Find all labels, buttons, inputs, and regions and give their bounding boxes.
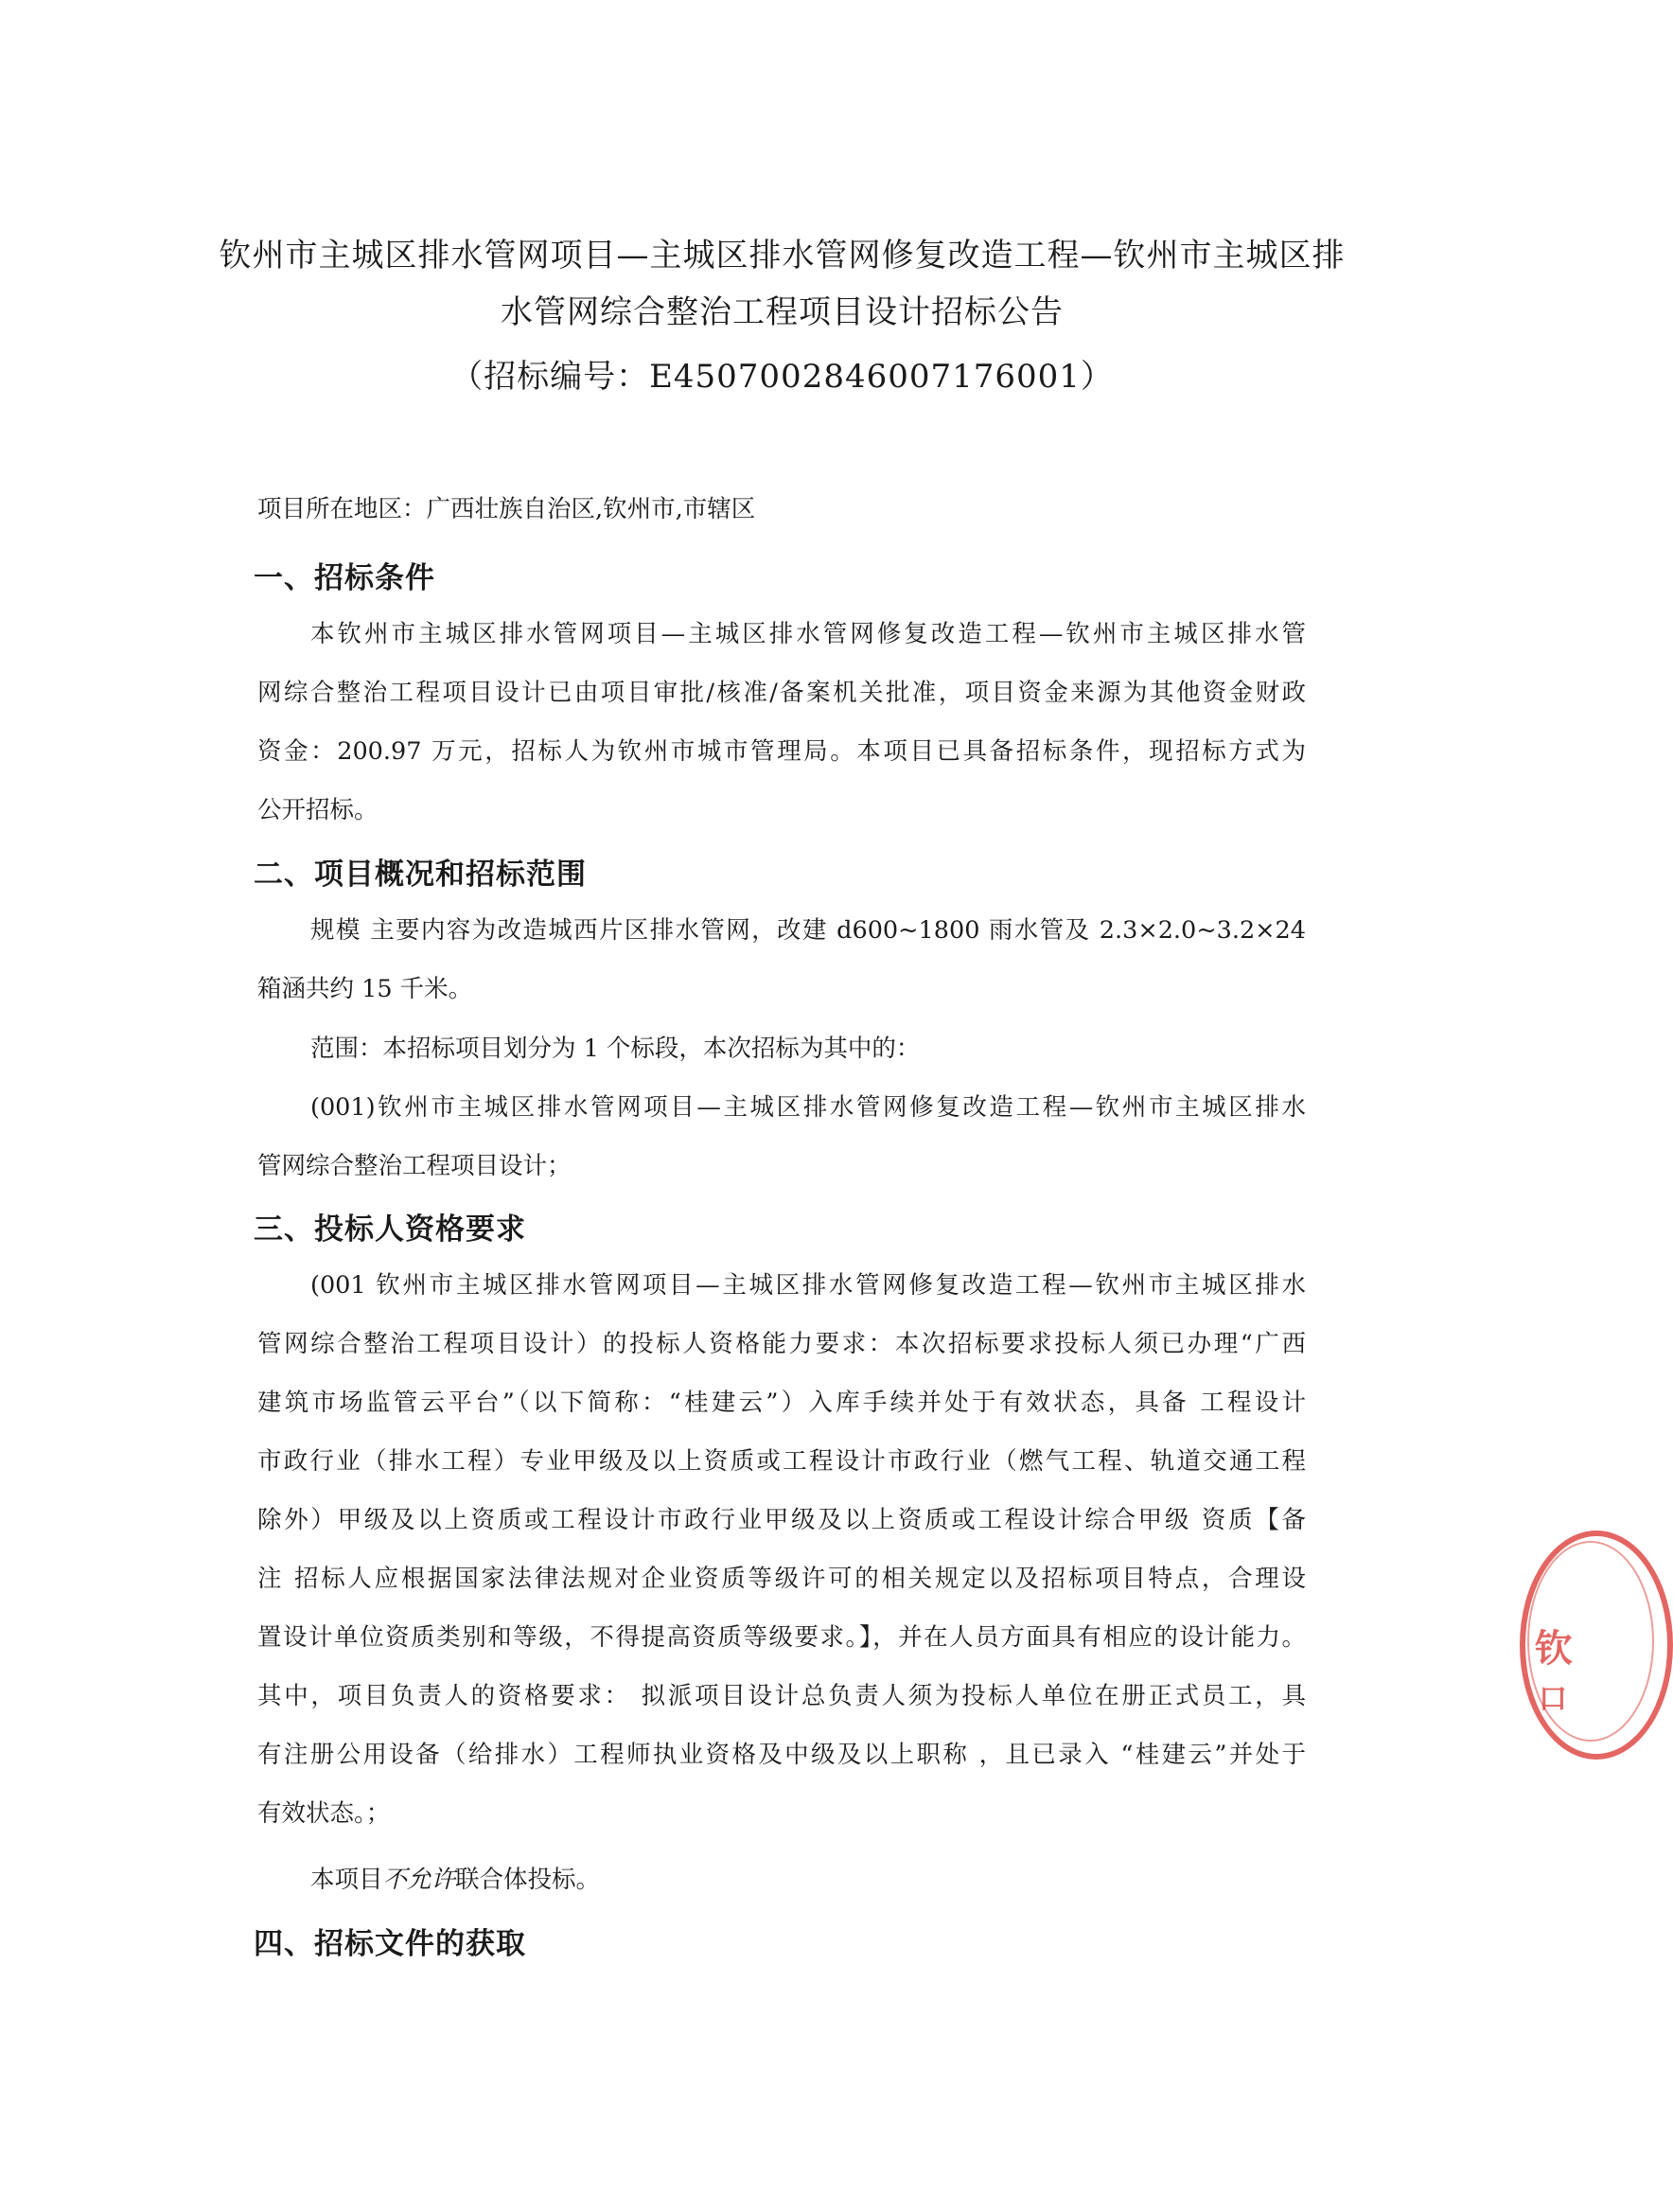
title-line-2: 水管网综合整治工程项目设计招标公告 (501, 293, 1064, 331)
s3-line-6: 注 招标人应根据国家法律法规对企业资质等级许可的相关规定以及招标项目特点，合理设 (257, 1565, 1306, 1593)
s3-line-2: 管网综合整治工程项目设计）的投标人资格能力要求：本次招标要求投标人须已办理“广西 (257, 1330, 1306, 1358)
section-heading-2: 二、项目概况和招标范围 (254, 858, 587, 892)
s3-line-5: 除外）甲级及以上资质或工程设计市政行业甲级及以上资质或工程设计综合甲级 资质【备 (257, 1506, 1306, 1534)
section-heading-3: 三、投标人资格要求 (254, 1212, 526, 1247)
s3-line-4: 市政行业（排水工程）专业甲级及以上资质或工程设计市政行业（燃气工程、轨道交通工程 (257, 1447, 1306, 1476)
consortium-suffix: 联合体投标。 (455, 1866, 601, 1894)
s3-line-7: 置设计单位资质类别和等级，不得提高资质等级要求。】，并在人员方面具有相应的设计能力。 (257, 1623, 1306, 1652)
consortium-not-allowed: 不允许 (382, 1866, 456, 1894)
s1-line-2: 网综合整治工程项目设计已由项目审批/核准/备案机关批准，项目资金来源为其他资金财政 (257, 679, 1306, 707)
tender-number: （招标编号：E4507002846007176001） (450, 358, 1114, 396)
s3-line-3: 建筑市场监管云平台”（以下简称：“桂建云”）入库手续并处于有效状态，具备 工程设计 (257, 1389, 1306, 1417)
section-heading-4: 四、招标文件的获取 (254, 1927, 526, 1961)
s3-line-9: 有注册公用设备（给排水）工程师执业资格及中级及以上职称 ，且已录入 “桂建云”并处于 (257, 1741, 1306, 1769)
s3-line-10: 有效状态。； (257, 1799, 391, 1828)
consortium-line (310, 1861, 1306, 1895)
s1-line-4: 公开招标。 (257, 796, 379, 824)
title-line-1: 钦州市主城区排水管网项目—主城区排水管网修复改造工程—钦州市主城区排 (219, 237, 1346, 274)
seal-glyph-1: 钦 (1535, 1626, 1573, 1671)
seal-glyph-2: 口 (1539, 1683, 1567, 1716)
project-location: 项目所在地区：广西壮族自治区,钦州市,市辖区 (257, 495, 756, 523)
consortium-prefix: 本项目 (310, 1866, 383, 1894)
s2-line-2: 箱涵共约 15 千米。 (257, 975, 473, 1003)
s1-line-3: 资金：200.97 万元，招标人为钦州市城市管理局。本项目已具备招标条件，现招标方式为 (257, 737, 1306, 766)
section-heading-1: 一、招标条件 (254, 561, 435, 595)
s2-line-1: 规模 主要内容为改造城西片区排水管网，改建 d600~1800 雨水管及 2.3×2.0~3.2×24 (310, 916, 1306, 945)
s3-line-1: (001 钦州市主城区排水管网项目—主城区排水管网修复改造工程—钦州市主城区排水 (310, 1271, 1306, 1300)
s2-line-3: 范围：本招标项目划分为 1 个标段，本次招标为其中的： (310, 1035, 921, 1063)
s2-line-5: 管网综合整治工程项目设计； (257, 1152, 572, 1180)
s1-line-1: 本钦州市主城区排水管网项目—主城区排水管网修复改造工程—钦州市主城区排水管 (310, 620, 1306, 648)
s2-line-4: (001)钦州市主城区排水管网项目—主城区排水管网修复改造工程—钦州市主城区排水 (310, 1093, 1306, 1122)
s3-line-8: 其中，项目负责人的资格要求： 拟派项目设计总负责人须为投标人单位在册正式员工，具 (257, 1682, 1306, 1710)
